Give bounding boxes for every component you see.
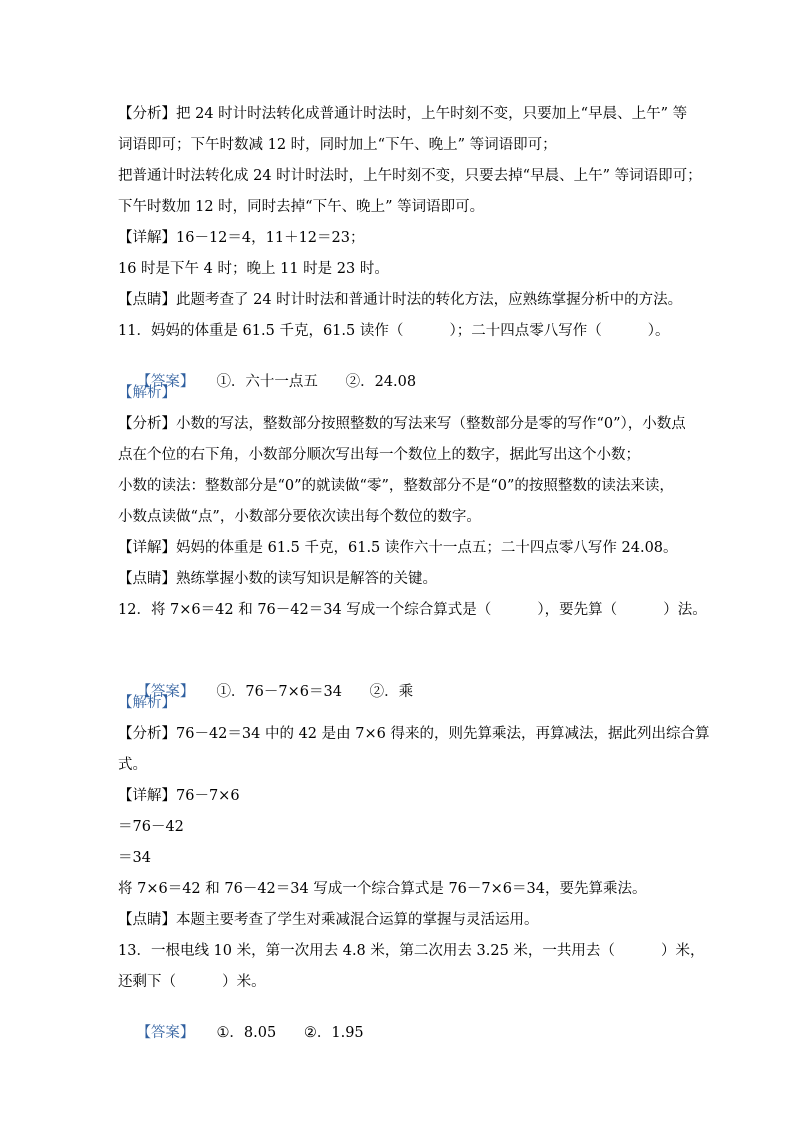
analysis-line: 【分析】小数的写法，整数部分按照整数的写法来写（整数部分是零的写作“0”），小数点 (118, 416, 686, 432)
question-12: 12．将 7×6＝42 和 76－42＝34 写成一个综合算式是（ ），要先算（ ）法。 (118, 602, 707, 618)
answer-tag: 【答案】 (136, 684, 195, 700)
analysis-line: 式。 (118, 757, 147, 773)
explanation-tag: 【解析】 (118, 385, 176, 401)
detail-line: 【详解】76－7×6 (118, 788, 240, 804)
answer-tag: 【答案】 (136, 1025, 195, 1041)
answer-row-12 (118, 662, 413, 722)
comment-line: 【点睛】此题考查了 24 时计时法和普通计时法的转化方法，应熟练掌握分析中的方法。 (118, 292, 683, 308)
answer-text: ①．六十一点五 ②．24.08 (216, 374, 417, 390)
analysis-line: 小数的读法：整数部分是“0”的就读做“零”，整数部分不是“0”的按照整数的读法来读， (118, 478, 674, 494)
answer-row-13 (118, 1003, 364, 1063)
explanation-tag: 【解析】 (118, 695, 176, 711)
question-13: 13．一根电线 10 米，第一次用去 4.8 米，第二次用去 3.25 米，一共用去（ ）米， (118, 943, 705, 959)
question-11: 11．妈妈的体重是 61.5 千克，61.5 读作（ ）；二十四点零八写作（ ）。 (118, 323, 670, 339)
question-13-cont: 还剩下（ ）米。 (118, 974, 266, 990)
detail-line: ＝34 (118, 850, 151, 866)
analysis-line: 【分析】76－42＝34 中的 42 是由 7×6 得来的，则先算乘法，再算减法，据此列出综合算 (118, 726, 710, 742)
detail-line: 【详解】妈妈的体重是 61.5 千克，61.5 读作六十一点五；二十四点零八写作 24.08。 (118, 540, 678, 556)
detail-line-1: 【详解】16－12＝4，11＋12＝23； (118, 230, 365, 246)
analysis-line: 点在个位的右下角，小数部分顺次写出每一个数位上的数字，据此写出这个小数； (118, 447, 640, 463)
analysis-line-4: 下午时数加 12 时，同时去掉“下午、晚上” 等词语即可。 (118, 199, 485, 215)
answer-text: ①．8.05 ②．1.95 (216, 1025, 364, 1041)
analysis-line-2: 词语即可；下午时数减 12 时，同时加上“下午、晚上” 等词语即可； (118, 137, 557, 153)
comment-line: 【点睛】熟练掌握小数的读写知识是解答的关键。 (118, 571, 437, 587)
answer-row-11 (118, 352, 416, 412)
detail-line: 将 7×6＝42 和 76－42＝34 写成一个综合算式是 76－7×6＝34，要先算乘法。 (118, 881, 647, 897)
analysis-line-3: 把普通计时法转化成 24 时计时法时，上午时刻不变，只要去掉“早晨、上午” 等词语即可； (118, 168, 702, 184)
detail-line-2: 16 时是下午 4 时；晚上 11 时是 23 时。 (118, 261, 389, 277)
detail-line: ＝76－42 (118, 819, 184, 835)
answer-tag: 【答案】 (136, 374, 195, 390)
comment-line: 【点睛】本题主要考查了学生对乘减混合运算的掌握与灵活运用。 (118, 912, 539, 928)
analysis-line: 小数点读做“点”，小数部分要依次读出每个数位的数字。 (118, 509, 481, 525)
analysis-line-1: 【分析】把 24 时计时法转化成普通计时法时，上午时刻不变，只要加上“早晨、上午” 等 (118, 106, 688, 122)
answer-text: ①．76－7×6＝34 ②．乘 (216, 684, 414, 700)
